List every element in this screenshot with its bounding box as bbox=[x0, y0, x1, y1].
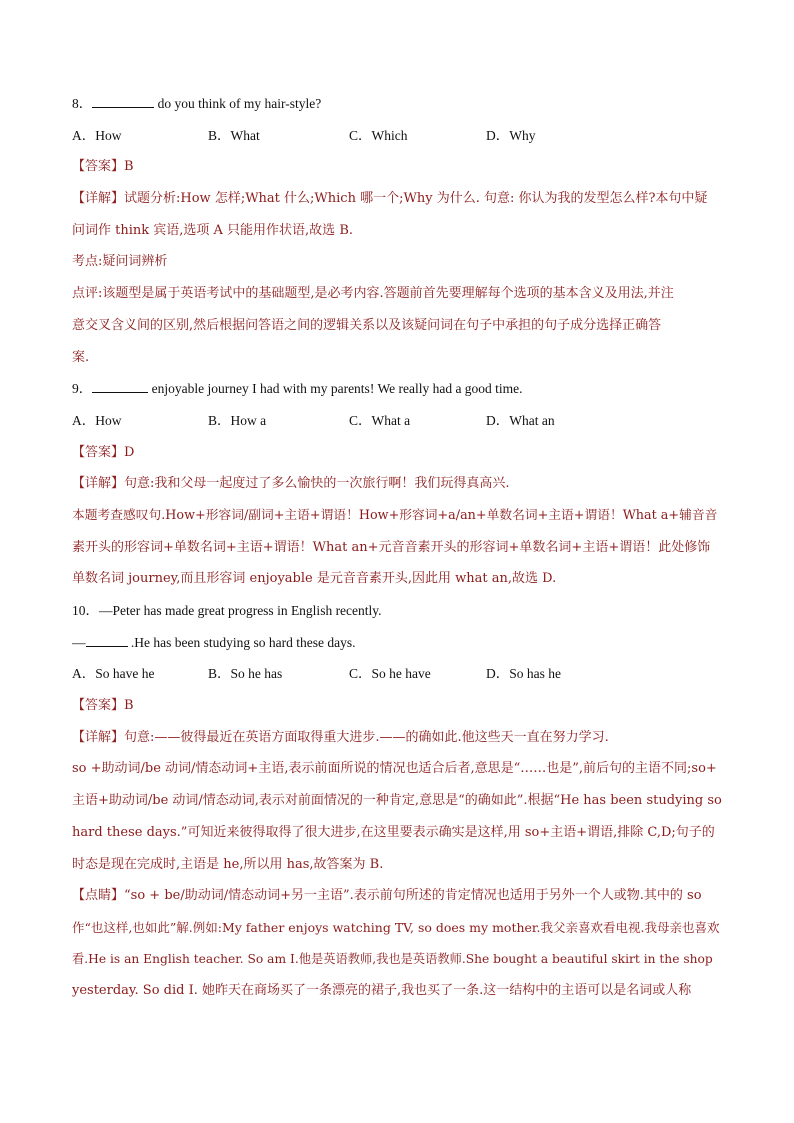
question-10-detail-line-2: so +助动词/be 动词/情态动词+主语,表示前面所说的情况也适合后者,意思是“……也是”,前后句的主语不同;so+ bbox=[72, 761, 717, 777]
question-8-detail-line-4: 点评:该题型是属于英语考试中的基础题型,是必考内容.答题前首先要理解每个选项的基本含义及用法,并注 bbox=[72, 286, 674, 302]
option-b: B．So he has bbox=[208, 666, 283, 682]
detail-text: 句意:我和父母一起度过了多么愉快的一次旅行啊！我们玩得真高兴. bbox=[124, 476, 510, 492]
question-10-detail-line-1 bbox=[72, 722, 724, 754]
question-9-stem bbox=[72, 373, 724, 405]
question-number: 9． bbox=[72, 381, 93, 397]
question-10-tip-line-1 bbox=[72, 880, 724, 912]
dash: — bbox=[72, 634, 86, 650]
option-a: A．How bbox=[72, 127, 122, 143]
answer-tag: 【答案】 bbox=[72, 698, 125, 714]
question-8-detail-line-2: 问词作 think 宾语,选项 A 只能用作状语,故选 B. bbox=[72, 222, 354, 238]
question-9-detail-line-2: 本题考查感叹句.How+形容词/副词+主语+谓语！How+形容词+a/an+单数名词+主语+谓语！What a+辅音音 bbox=[72, 507, 718, 523]
option-c: C．Which bbox=[349, 127, 408, 143]
detail-tag: 【详解】 bbox=[72, 191, 125, 207]
answer-tag: 【答案】 bbox=[72, 444, 125, 460]
question-text: —Peter has made great progress in English recently. bbox=[99, 603, 382, 618]
tip-tag: 【点睛】 bbox=[72, 888, 125, 904]
answer-blank bbox=[92, 380, 148, 393]
question-text: do you think of my hair-style? bbox=[154, 96, 322, 111]
question-9-answer bbox=[72, 437, 724, 469]
detail-tag: 【详解】 bbox=[72, 729, 125, 745]
question-10-answer bbox=[72, 690, 724, 722]
question-10-detail-line-4: hard these days.”可知近来彼得取得了很大进步,在这里要表示确实是这样,用 so+主语+谓语,排除 C,D;句子的 bbox=[72, 824, 715, 840]
question-number: 8． bbox=[72, 96, 93, 111]
question-10-options bbox=[72, 658, 724, 690]
question-8-options bbox=[72, 120, 724, 152]
question-10-detail-line-5: 时态是现在完成时,主语是 he,所以用 has,故答案为 B. bbox=[72, 856, 384, 872]
document-page bbox=[72, 88, 724, 1007]
tip-text: “so + be/助动词/情态动词+另一主语”.表示前句所述的肯定情况也适用于另外一个人或物.其中的 so bbox=[124, 888, 702, 904]
question-8-stem bbox=[72, 88, 724, 120]
question-8-detail-line-6: 案. bbox=[72, 349, 90, 365]
question-10-tip-line-2: 作“也这样,也如此”解.例如:My father enjoys watching TV, so does my mother.我父亲喜欢看电视.我母亲也喜欢 bbox=[72, 919, 720, 935]
question-9-detail-line-3: 素开头的形容词+单数名词+主语+谓语！What an+元音音素开头的形容词+单数名词+主语+谓语！此处修饰 bbox=[72, 539, 711, 555]
answer-blank bbox=[86, 634, 128, 647]
option-b: B．How a bbox=[208, 412, 267, 428]
question-9-detail-line-4: 单数名词 journey,而且形容词 enjoyable 是元音音素开头,因此用 what an,故选 D. bbox=[72, 571, 557, 587]
detail-text: 句意:——彼得最近在英语方面取得重大进步.——的确如此.他这些天一直在努力学习. bbox=[124, 729, 609, 745]
option-d: D．What an bbox=[486, 412, 555, 428]
detail-text: 试题分析:How 怎样;What 什么;Which 哪一个;Why 为什么. 句意: 你认为我的发型怎么样?本句中疑 bbox=[124, 191, 708, 207]
question-text: enjoyable journey I had with my parents! We really had a good time. bbox=[148, 381, 523, 397]
question-10-tip-line-3: 看.He is an English teacher. So am I.他是英语教师,我也是英语教师.She bought a beautiful skirt in the shop bbox=[72, 951, 713, 966]
question-9-options bbox=[72, 405, 724, 437]
question-8-answer bbox=[72, 151, 724, 183]
question-9-detail-line-1 bbox=[72, 468, 724, 500]
answer-value: B bbox=[124, 698, 134, 714]
answer-blank bbox=[92, 95, 154, 108]
answer-value: D bbox=[124, 444, 135, 460]
question-10-detail-line-3: 主语+助动词/be 动词/情态动词,表示对前面情况的一种肯定,意思是“的确如此”.根据“He has been studying so bbox=[72, 793, 722, 809]
question-8-detail-line-3: 考点:疑问词辨析 bbox=[72, 254, 168, 270]
question-10-stem-line-1 bbox=[72, 595, 724, 627]
question-8-detail-line-5: 意交叉含义间的区别,然后根据问答语之间的逻辑关系以及该疑问词在句子中承担的句子成分选择正确答 bbox=[72, 317, 662, 333]
option-a: A．How bbox=[72, 412, 122, 428]
option-d: D．Why bbox=[486, 127, 536, 143]
answer-value: B bbox=[124, 159, 134, 175]
detail-tag: 【详解】 bbox=[72, 476, 125, 492]
question-8-detail-line-1 bbox=[72, 183, 724, 215]
option-d: D．So has he bbox=[486, 666, 561, 682]
option-a: A．So have he bbox=[72, 666, 155, 682]
answer-tag: 【答案】 bbox=[72, 159, 125, 175]
question-number: 10． bbox=[72, 603, 99, 618]
option-c: C．So he have bbox=[349, 666, 431, 682]
option-c: C．What a bbox=[349, 412, 411, 428]
question-10-tip-line-4: yesterday. So did I. 她昨天在商场买了一条漂亮的裙子,我也买了一条.这一结构中的主语可以是名词或人称 bbox=[72, 983, 692, 999]
question-10-stem-line-2 bbox=[72, 627, 724, 659]
question-text: .He has been studying so hard these days. bbox=[127, 634, 356, 650]
option-b: B．What bbox=[208, 127, 260, 143]
